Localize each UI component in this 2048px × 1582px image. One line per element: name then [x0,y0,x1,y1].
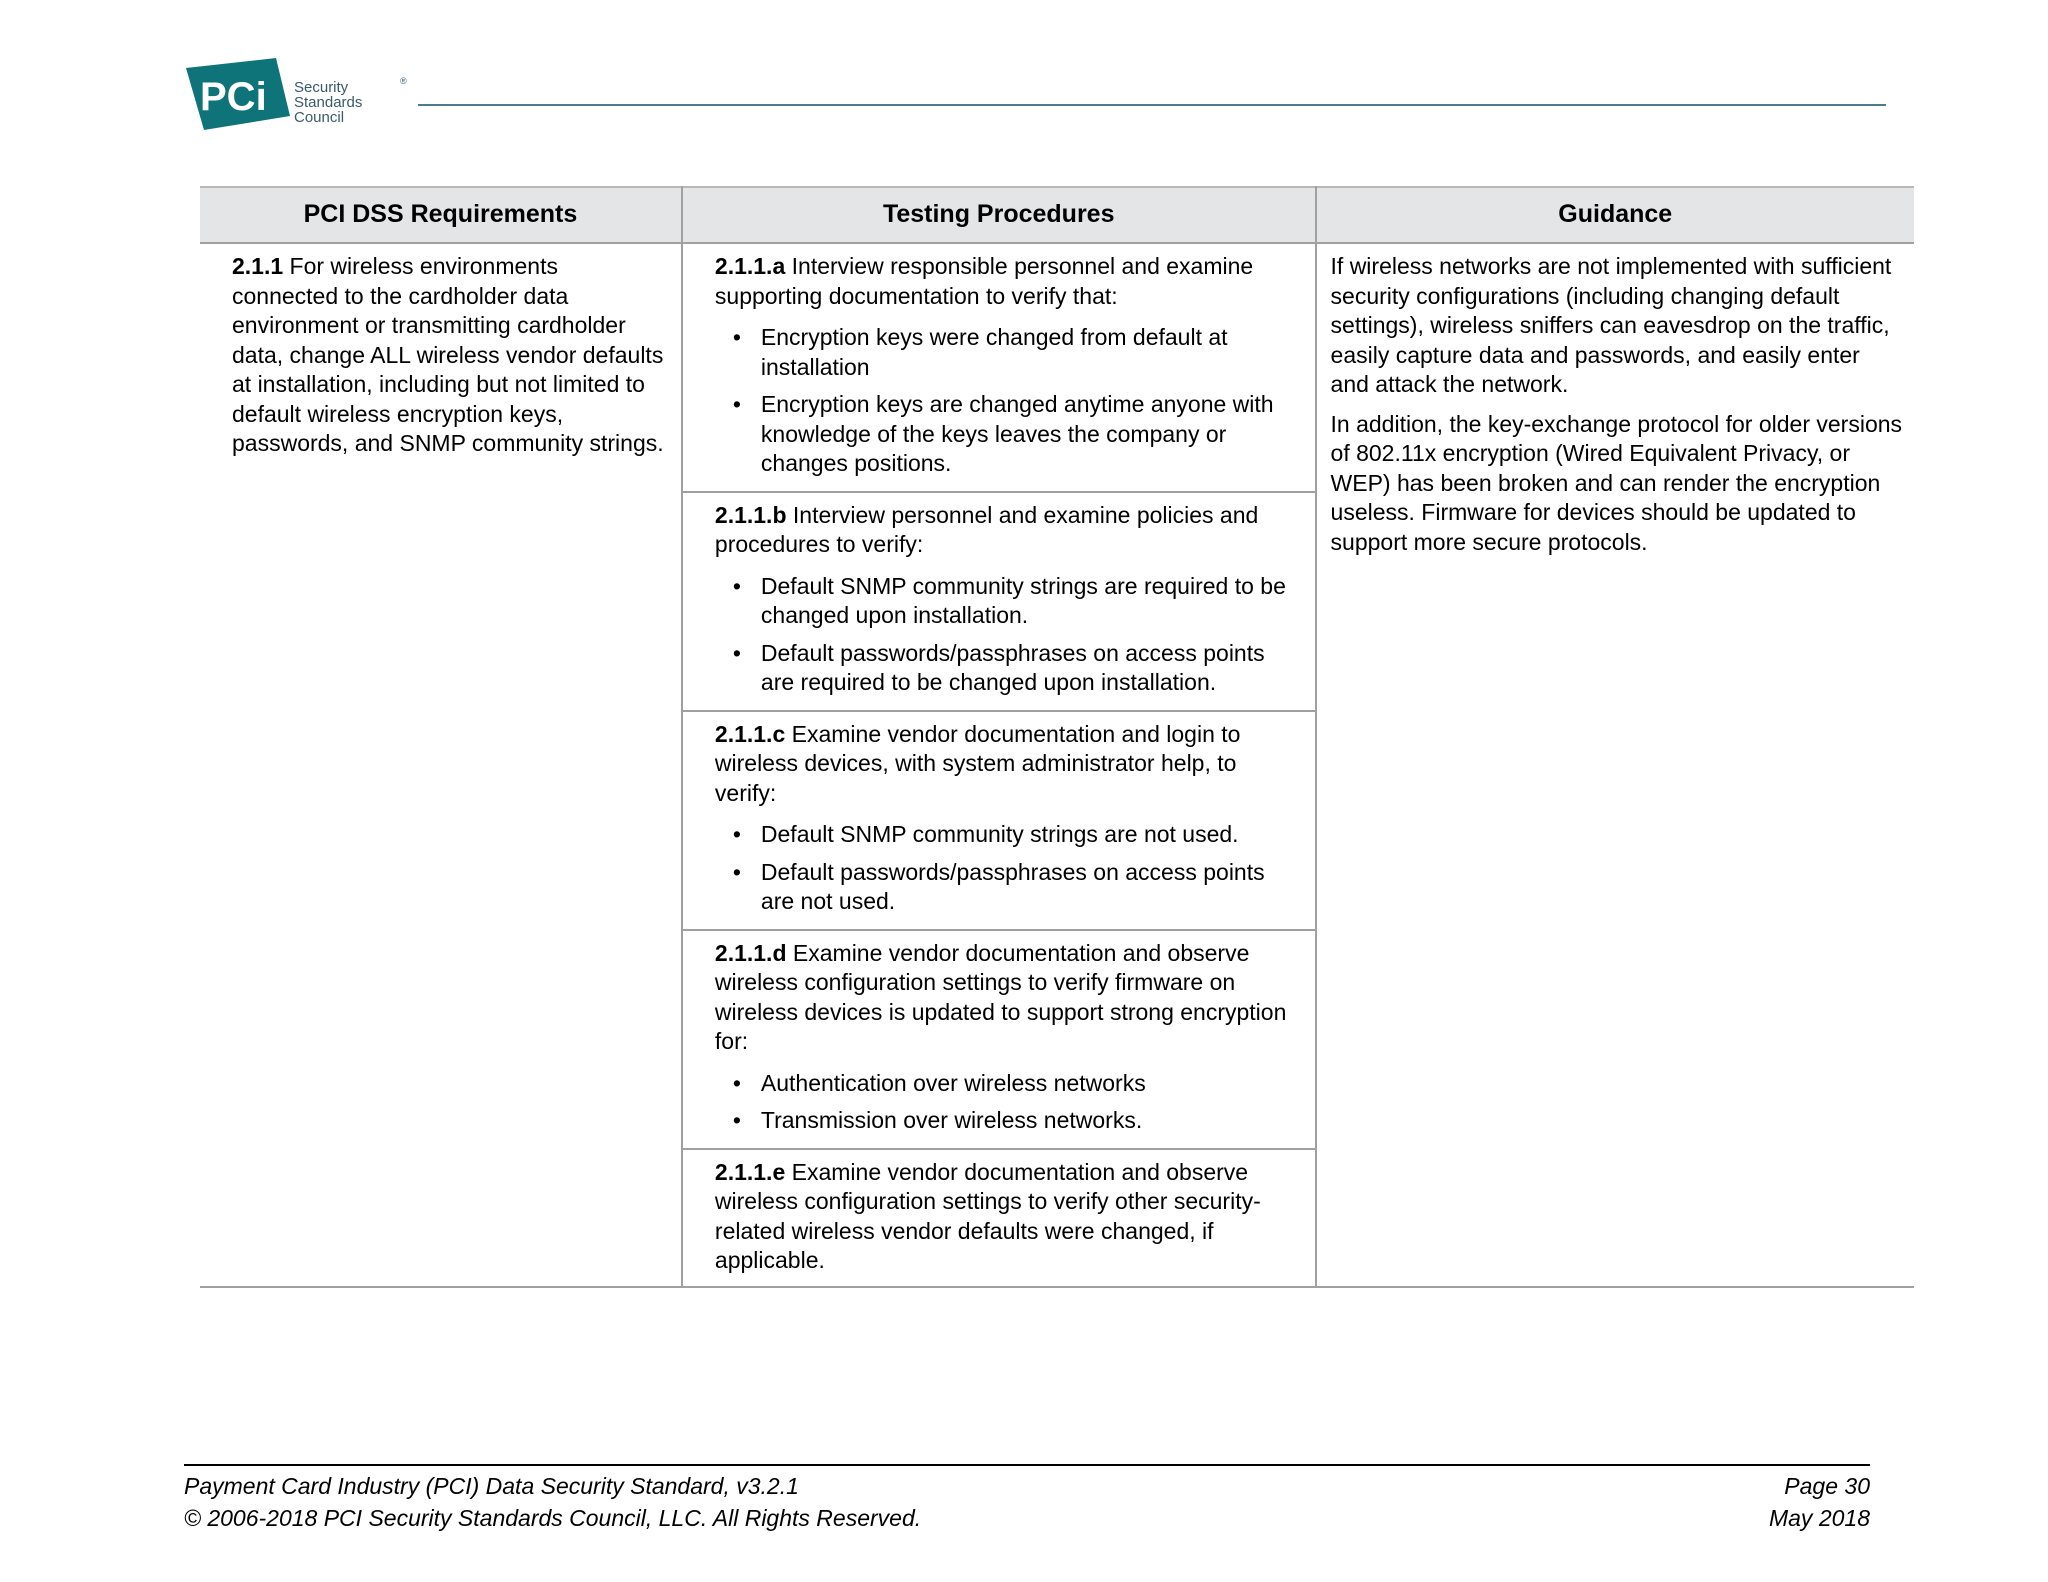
footer-row-1 [184,1470,1870,1502]
procedure-2-1-1-b [683,493,1315,712]
registered-mark: ® [400,76,407,86]
guidance-paragraph: If wireless networks are not implemented with sufficient security configurations (including changing default settings), wireless sniffers can eavesdrop on the traffic, easily capture data and passwords, and easily enter and attack the network. [1330,253,1892,397]
procedure-bullets [715,820,1295,917]
procedure-bullets [715,1069,1295,1136]
requirement-id: 2.1.1 [232,253,284,279]
list-item: • Default SNMP community strings are not used. [761,820,1295,850]
logo-line-1: Security [294,79,349,96]
procedure-text: Examine vendor documentation and login to wireless devices, with system administrator help, to verify: [714,720,1241,806]
procedure-text: Interview responsible personnel and examine supporting documentation to verify that: [714,253,1254,309]
table-header-row [200,187,1914,243]
page-footer [184,1464,1870,1534]
procedure-id: 2.1.1.e [714,1158,786,1185]
requirements-table [200,186,1914,1288]
list-item: • Default passwords/passphrases on access points are not used. [761,858,1295,917]
procedure-bullets [715,572,1295,698]
list-item: • Authentication over wireless networks [761,1069,1295,1099]
list-item: • Default passwords/passphrases on access points are required to be changed upon installation. [761,639,1295,698]
procedure-2-1-1-d [683,931,1315,1150]
footer-copyright: © 2006-2018 PCI Security Standards Council, LLC. All Rights Reserved. [184,1505,922,1531]
logo-line-2: Standards Council [294,94,363,126]
requirement-cell [200,243,682,1287]
requirement-text: For wireless environments connected to the cardholder data environment or transmitting cardholder data, change ALL wireless vendor defaults at installation, including but not limited to default wireless encryption keys, passwords, and SNMP community strings. [232,253,664,456]
header-guidance: Guidance [1316,187,1914,243]
footer-row-2 [184,1502,1870,1534]
procedure-id: 2.1.1.c [714,720,786,747]
procedure-id: 2.1.1.b [714,501,787,528]
header-testing-procedures: Testing Procedures [682,187,1316,243]
page-header [186,58,1886,134]
footer-doc-title: Payment Card Industry (PCI) Data Security Standard, v3.2.1 [184,1473,799,1499]
testing-procedures-cell [682,243,1316,1287]
procedure-2-1-1-e [683,1150,1315,1286]
list-item: • Encryption keys were changed from default at installation [761,323,1295,382]
header-requirements: PCI DSS Requirements [200,187,682,243]
pci-logo-mark-icon [186,58,292,134]
logo-mark-text: PCi [200,75,267,119]
procedure-text: Interview personnel and examine policies and procedures to verify: [714,501,1259,557]
logo-wordmark [294,80,416,125]
list-item: • Transmission over wireless networks. [761,1106,1295,1136]
procedure-bullets [715,323,1295,479]
header-rule [418,104,1886,106]
procedure-2-1-1-c [683,712,1315,931]
table-row [200,243,1914,1287]
footer-date: May 2018 [1768,1505,1870,1531]
guidance-paragraph: In addition, the key-exchange protocol for older versions of 802.11x encryption (Wired Equivalent Privacy, or WEP) has been broken and can render the encryption useless. Firmware for devices should be updated to support more secure protocols. [1330,410,1903,555]
procedure-text: Examine vendor documentation and observe wireless configuration settings to verify other security-related wireless vendor defaults were changed, if applicable. [714,1158,1261,1273]
procedure-id: 2.1.1.d [714,939,787,966]
pci-logo [186,58,416,134]
list-item: • Encryption keys are changed anytime anyone with knowledge of the keys leaves the company or changes positions. [761,390,1295,479]
procedure-text: Examine vendor documentation and observe wireless configuration settings to verify firmware on wireless devices is updated to support strong encryption for: [714,939,1287,1054]
guidance-cell [1316,243,1914,1287]
footer-page-number: Page 30 [1784,1473,1870,1499]
procedure-id: 2.1.1.a [714,253,786,279]
list-item: • Default SNMP community strings are required to be changed upon installation. [761,572,1295,631]
procedure-2-1-1-a [683,244,1315,493]
